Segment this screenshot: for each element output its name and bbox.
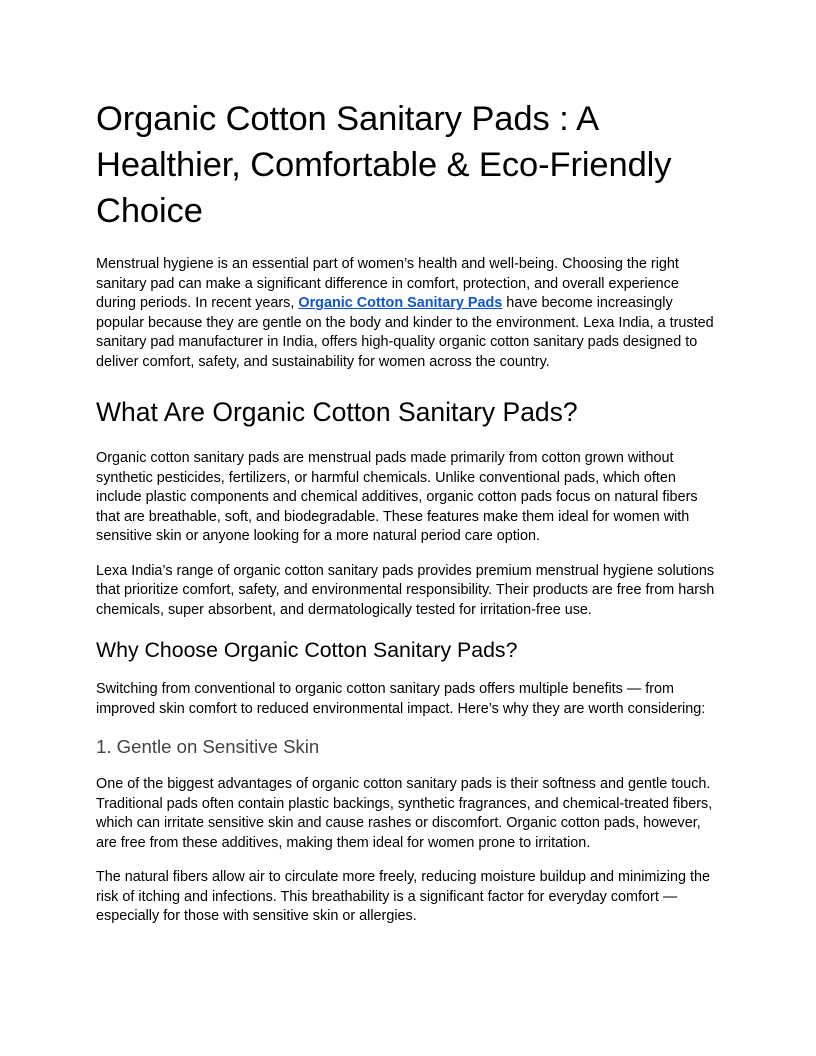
section3-paragraph-2: The natural fibers allow air to circulate more freely, reducing moisture buildup and minimizing the risk of itching and infections. This breathability is a significant factor for everyday comfort — especially for those with sensitive skin or allergies. <box>96 869 711 924</box>
intro-text-before-link: Menstrual hygiene is an essential part of women’s health and well-being. Choosing the right sanitary pad can make a significant difference in comfort, protection, and overall experience during periods. In recent years, <box>96 256 679 311</box>
organic-pads-link[interactable]: Organic Cotton Sanitary Pads <box>298 295 503 311</box>
section1-paragraph-2: Lexa India’s range of organic cotton sanitary pads provides premium menstrual hygiene solutions that prioritize comfort, safety, and environmental responsibility. Their products are free from harsh chemicals, super absorbent, and dermatologically tested for irritation-free use. <box>96 562 715 618</box>
section-heading-why-choose: Why Choose Organic Cotton Sanitary Pads? <box>96 638 518 662</box>
section1-paragraph-1: Organic cotton sanitary pads are menstrual pads made primarily from cotton grown without synthetic pesticides, fertilizers, or harmful chemicals. Unlike conventional pads, which often include plastic components and chemical additives, organic cotton pads focus on natural fibers that are breathable, soft, and biodegradable. These features make them ideal for women with sensitive skin or anyone looking for a more natural period care option. <box>96 450 698 544</box>
page-title: Organic Cotton Sanitary Pads : A Healthier, Comfortable & Eco-Friendly Choice <box>96 100 672 230</box>
intro-text-after-link: have become increasingly popular because they are gentle on the body and kinder to the environment. Lexa India, a trusted sanitary pad manufacturer in India, offers high-quality organic cotton sanitary pads designed to deliver comfort, safety, and sustainability for women across the country. <box>96 295 714 370</box>
section-heading-what-are: What Are Organic Cotton Sanitary Pads? <box>96 397 578 427</box>
section2-paragraph-1: Switching from conventional to organic cotton sanitary pads offers multiple benefits — from improved skin comfort to reduced environmental impact. Here’s why they are worth considering: <box>96 681 706 717</box>
intro-paragraph <box>96 255 720 372</box>
subheading-gentle-skin: 1. Gentle on Sensitive Skin <box>96 736 320 757</box>
section3-paragraph-1: One of the biggest advantages of organic cotton sanitary pads is their softness and gentle touch. Traditional pads often contain plastic backings, synthetic fragrances, and chemical-treated fibers, which can irritate sensitive skin and cause rashes or discomfort. Organic cotton pads, however, are free from these additives, making them ideal for women prone to irritation. <box>96 776 713 851</box>
document-page <box>96 96 720 942</box>
